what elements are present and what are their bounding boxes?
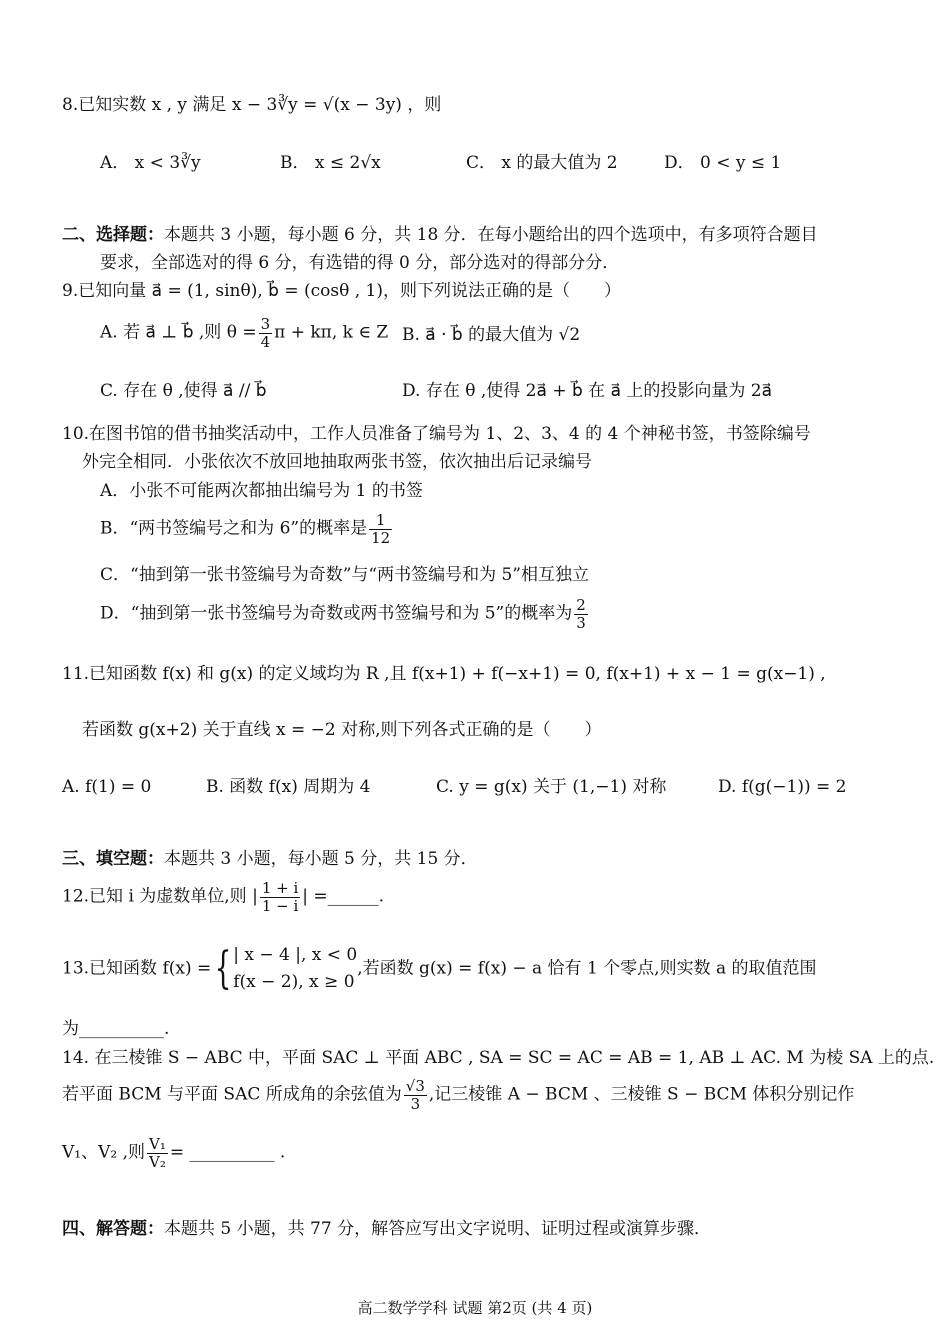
q10-b-num: 1 [369, 512, 392, 530]
q10-d-den: 3 [576, 613, 586, 632]
q13-case2: f(x − 2), x ≥ 0 [233, 972, 355, 993]
q14-line3-pre: V₁、V₂ ,则 [62, 1142, 145, 1163]
q13-case1: | x − 4 |, x < 0 [233, 945, 358, 965]
q8-option-b: B． x ≤ 2√x [280, 153, 381, 173]
section2-line1 [62, 226, 818, 246]
q8-option-c: C． x 的最大值为 2 [466, 153, 618, 173]
q14-line2 [62, 1078, 854, 1112]
q9-option-a-pre: A. 若 a⃗ ⊥ b⃗ ,则 θ = [100, 322, 257, 343]
q10-option-b [100, 512, 394, 546]
q9-option-a-post: π + kπ, k ∈ Z [274, 322, 389, 343]
section4-text: 本题共 5 小题，共 77 分，解答应写出文字说明、证明过程或演算步骤． [164, 1219, 712, 1239]
q8-option-d: D． 0 < y ≤ 1 [664, 153, 782, 173]
q9-option-a [100, 316, 388, 350]
q12 [62, 880, 384, 914]
q14-line2-pre: 若平面 BCM 与平面 SAC 所成角的余弦值为 [62, 1084, 402, 1105]
q11-option-b: B. 函数 f(x) 周期为 4 [206, 777, 371, 797]
q10-option-a: A．小张不可能两次都抽出编号为 1 的书签 [100, 481, 423, 501]
q12-num: 1 + i [261, 879, 299, 897]
q9-stem: 9.已知向量 a⃗ = (1, sinθ), b⃗ = (cosθ , 1)，则下列说法正确的是（ ） [62, 281, 621, 301]
q14-v-fraction [147, 1136, 168, 1170]
q10-line1: 10.在图书馆的借书抽奖活动中，工作人员准备了编号为 1、2、3、4 的 4 个神秘书签，书签除编号 [62, 424, 811, 444]
section2-text: 本题共 3 小题，每小题 6 分，共 18 分．在每小题给出的四个选项中，有多项符合题目 [164, 225, 818, 245]
q10-b-den: 12 [371, 528, 391, 547]
q14-line3-post: = __________ . [169, 1142, 286, 1163]
q11-option-c: C. y = g(x) 关于 (1,−1) 对称 [436, 777, 667, 797]
q9-option-b: B. a⃗ · b⃗ 的最大值为 √2 [402, 325, 581, 345]
section3-line [62, 850, 478, 870]
section2-line2: 要求，全部选对的得 6 分，有选错的得 0 分，部分选对的得部分分． [100, 253, 620, 273]
q10-option-b-text: B．“两书签编号之和为 6”的概率是 [100, 518, 368, 539]
q14-cos-num: √3 [405, 1077, 425, 1095]
q14-line2-post: ,记三棱锥 A − BCM 、三棱锥 S − BCM 体积分别记作 [428, 1084, 855, 1105]
q12-fraction [260, 880, 300, 914]
q14-cos-den: 3 [410, 1094, 421, 1113]
q14-v-num: V₁ [149, 1135, 166, 1153]
section4-line [62, 1220, 711, 1240]
q9-option-d: D. 存在 θ ,使得 2a⃗ + b⃗ 在 a⃗ 上的投影向量为 2a⃗ [402, 381, 773, 401]
q10-b-fraction [369, 512, 392, 546]
q14-cos-fraction [404, 1078, 427, 1112]
section3-text: 本题共 3 小题，每小题 5 分，共 15 分． [164, 849, 478, 869]
q10-option-d [100, 597, 590, 631]
q11-line1: 11.已知函数 f(x) 和 g(x) 的定义域均为 R ,且 f(x+1) + f(−x+1) = 0, f(x+1) + x − 1 = g(x−1) , [62, 664, 826, 684]
q13-brace: { [214, 943, 232, 995]
q13 [62, 942, 817, 996]
q9-fraction [259, 316, 273, 350]
q12-pre: 12.已知 i 为虚数单位,则 | [62, 886, 258, 907]
section2-heading: 二、选择题： [62, 225, 164, 245]
q10-d-num: 2 [576, 596, 586, 614]
q14-line3 [62, 1136, 285, 1170]
q14-v-den: V₂ [149, 1152, 166, 1171]
q9-frac-num: 3 [260, 315, 271, 333]
q12-den: 1 − i [261, 896, 299, 915]
q8-option-a: A． x < 3∛y [100, 153, 201, 173]
section3-heading: 三、填空题： [62, 849, 164, 869]
q13-pre: 13.已知函数 f(x) = [62, 958, 212, 979]
q11-line2: 若函数 g(x+2) 关于直线 x = −2 对称,则下列各式正确的是（ ） [82, 720, 602, 740]
page-footer: 高二数学学科 试题 第2页 (共 4 页) [357, 1299, 593, 1317]
q9-frac-den: 4 [260, 332, 271, 351]
section4-heading: 四、解答题： [62, 1219, 164, 1239]
q12-post: | =______. [302, 886, 385, 907]
q14-line1: 14. 在三棱锥 S − ABC 中，平面 SAC ⊥ 平面 ABC , SA = SC = AC = AB = 1, AB ⊥ AC. M 为棱 SA 上的点. [62, 1048, 935, 1068]
q13-line2: 为__________. [62, 1019, 170, 1039]
q10-option-d-text: D．“抽到第一张书签编号为奇数或两书签编号和为 5”的概率为 [100, 603, 573, 624]
q10-option-c: C．“抽到第一张书签编号为奇数”与“两书签编号和为 5”相互独立 [100, 565, 589, 585]
q9-option-c: C. 存在 θ ,使得 a⃗ // b⃗ [100, 381, 267, 401]
q10-d-fraction [574, 597, 588, 631]
q13-cases [233, 942, 357, 996]
q13-post: ,若函数 g(x) = f(x) − a 恰有 1 个零点,则实数 a 的取值范围 [357, 958, 817, 979]
q10-line2: 外完全相同．小张依次不放回地抽取两张书签，依次抽出后记录编号 [82, 452, 592, 472]
q11-option-a: A. f(1) = 0 [62, 777, 152, 797]
q11-option-d: D. f(g(−1)) = 2 [718, 777, 847, 797]
q8-stem: 8.已知实数 x , y 满足 x − 3∛y = √(x − 3y) ，则 [62, 95, 442, 115]
